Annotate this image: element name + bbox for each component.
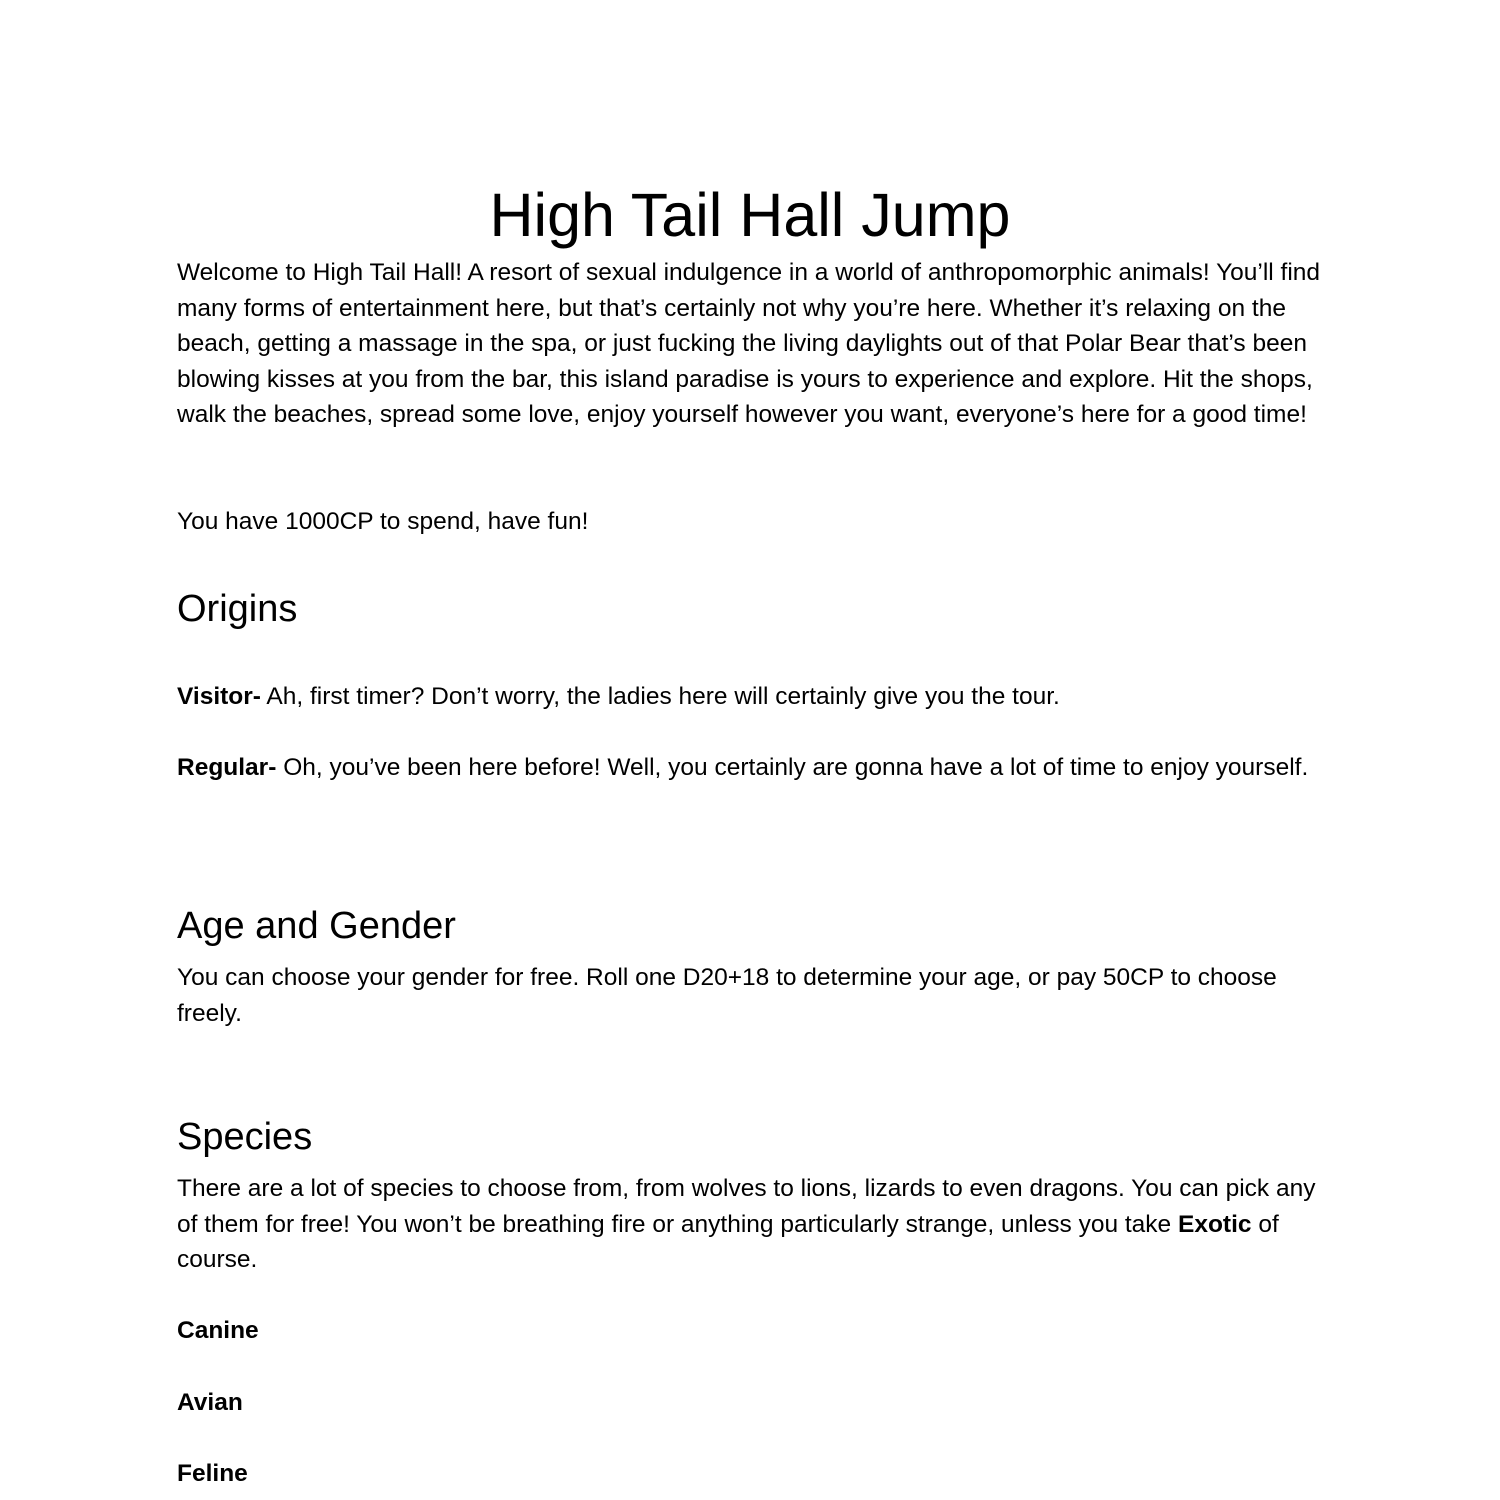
origin-regular [177, 750, 1327, 786]
age-gender-heading: Age and Gender [177, 905, 456, 947]
origin-description: Ah, first timer? Don’t worry, the ladies here will certainly give you the tour. [260, 683, 1060, 710]
species-item-feline: Feline [177, 1460, 248, 1487]
species-item-avian: Avian [177, 1389, 243, 1416]
species-exotic-term: Exotic [1178, 1210, 1252, 1238]
age-gender-text: You can choose your gender for free. Roll one D20+18 to determine your age, or pay 50CP to choose freely. [177, 964, 1277, 1027]
origins-heading: Origins [177, 588, 298, 630]
species-item-canine: Canine [177, 1317, 259, 1344]
origin-name: Regular- [177, 754, 277, 781]
budget-text: You have 1000CP to spend, have fun! [177, 508, 589, 535]
document-title: High Tail Hall Jump [489, 181, 1011, 249]
species-text [177, 1171, 1327, 1278]
species-text-start: There are a lot of species to choose from, from wolves to lions, lizards to even dragons. You can pick any of them for free! You won’t be breathing fire or anything particularly strange, unless you take [177, 1175, 1316, 1238]
intro-paragraph: Welcome to High Tail Hall! A resort of sexual indulgence in a world of anthropomorphic animals! You’ll find many forms of entertainment here, but that’s certainly not why you’re here. Whether it’s relaxing on the beach, getting a massage in the spa, or just fucking the living daylights out of that Polar Bear that’s been blowing kisses at you from the bar, this island paradise is yours to experience and explore. Hit the shops, walk the beaches, spread some love, enjoy yourself however you want, everyone’s here for a good time! [177, 259, 1321, 429]
species-text-end: of course. [177, 1210, 1279, 1274]
origin-description: Oh, you’ve been here before! Well, you certainly are gonna have a lot of time to enjoy yourself. [276, 754, 1309, 781]
origin-name: Visitor- [177, 683, 261, 710]
origin-visitor [177, 679, 1327, 715]
species-heading: Species [177, 1116, 313, 1158]
